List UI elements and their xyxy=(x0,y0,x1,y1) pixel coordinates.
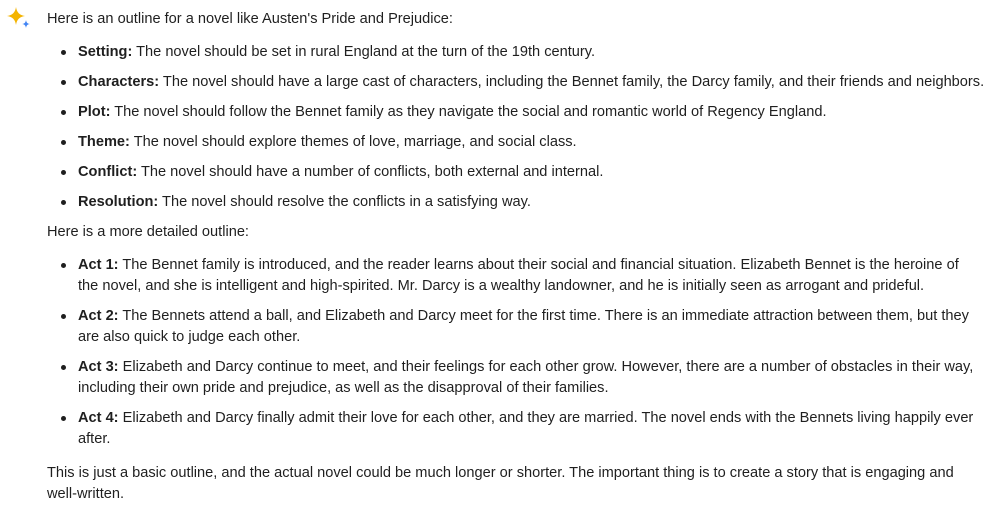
acts-list xyxy=(47,255,987,450)
summary-item-conflict xyxy=(78,162,987,183)
bullet xyxy=(61,140,66,145)
summary-item-plot xyxy=(78,102,987,123)
item-text: Elizabeth and Darcy finally admit their love for each other, and they are married. The novel ends with the Bennets living happily ever after. xyxy=(78,410,974,447)
item-text: The novel should have a large cast of characters, including the Bennet family, the Darcy family, and their friends and neighbors. xyxy=(159,74,985,90)
summary-item-resolution xyxy=(78,192,987,213)
bullet xyxy=(61,200,66,205)
item-label: Plot: xyxy=(78,104,111,120)
bullet xyxy=(61,263,66,268)
item-text: Elizabeth and Darcy continue to meet, and their feelings for each other grow. However, there are a number of obstacles in their way, including their own pride and prejudice, as well as the disapproval of their families. xyxy=(78,359,974,396)
summary-item-theme xyxy=(78,132,987,153)
bullet xyxy=(61,80,66,85)
item-label: Theme: xyxy=(78,134,130,150)
item-label: Setting: xyxy=(78,44,133,60)
item-text: The novel should resolve the conflicts in a satisfying way. xyxy=(158,194,531,210)
summary-item-characters xyxy=(78,72,987,93)
item-label: Act 3: xyxy=(78,359,119,375)
sparkle-icon xyxy=(6,6,32,32)
item-label: Act 1: xyxy=(78,257,119,273)
detail-intro-text: Here is a more detailed outline: xyxy=(47,224,249,240)
item-label: Conflict: xyxy=(78,164,138,180)
item-text: The Bennets attend a ball, and Elizabeth and Darcy meet for the first time. There is an immediate attraction between them, but they are also quick to judge each other. xyxy=(78,308,969,345)
item-text: The Bennet family is introduced, and the reader learns about their social and financial situation. Elizabeth Bennet is the heroine of the novel, and she is intelligent and high-spirited. Mr. Darcy is a wealthy landowner, and he is initially seen as arrogant and prideful. xyxy=(78,257,959,294)
act-item-1 xyxy=(78,255,987,297)
act-item-3 xyxy=(78,357,987,399)
item-label: Act 4: xyxy=(78,410,119,426)
item-text: The novel should follow the Bennet family as they navigate the social and romantic world of Regency England. xyxy=(110,104,827,120)
bullet xyxy=(61,170,66,175)
item-label: Resolution: xyxy=(78,194,159,210)
item-text: The novel should have a number of conflicts, both external and internal. xyxy=(137,164,604,180)
intro-text: Here is an outline for a novel like Austen's Pride and Prejudice: xyxy=(47,11,453,27)
item-text: The novel should be set in rural England at the turn of the 19th century. xyxy=(132,44,596,60)
bullet xyxy=(61,416,66,421)
bullet xyxy=(61,50,66,55)
summary-item-setting xyxy=(78,42,987,63)
bullet xyxy=(61,314,66,319)
bullet xyxy=(61,110,66,115)
act-item-2 xyxy=(78,306,987,348)
item-label: Act 2: xyxy=(78,308,119,324)
bullet xyxy=(61,365,66,370)
summary-list xyxy=(47,42,987,213)
item-label: Characters: xyxy=(78,74,160,90)
closing-text: This is just a basic outline, and the actual novel could be much longer or shorter. The important thing is to create a story that is engaging and well-written. xyxy=(47,465,954,502)
response-content xyxy=(47,9,987,505)
act-item-4 xyxy=(78,408,987,450)
item-text: The novel should explore themes of love, marriage, and social class. xyxy=(129,134,577,150)
